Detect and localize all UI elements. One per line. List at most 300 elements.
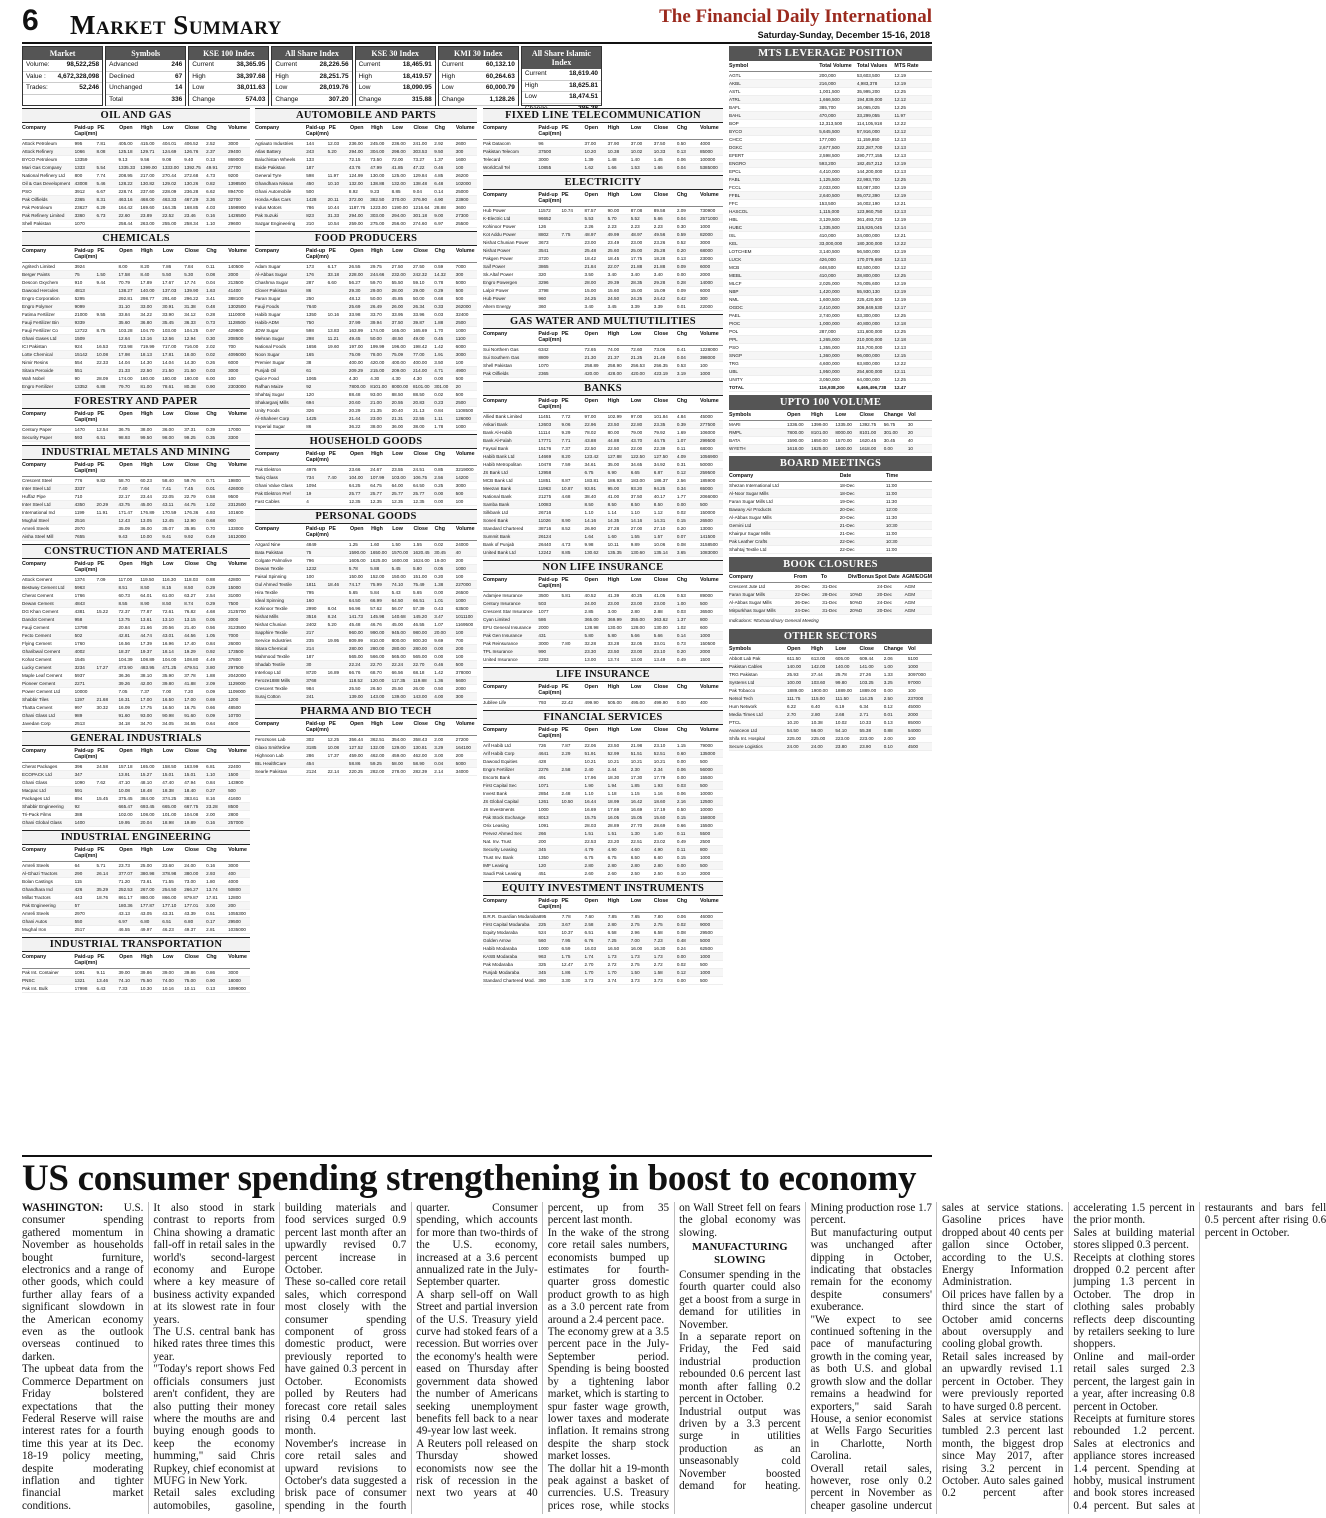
table-cell: 8101.00 [370,384,387,389]
table-cell: 150000 [699,510,716,515]
table-cell: Fecto Cement [22,633,51,638]
table-cell: 560 [538,938,547,943]
table-cell: 100000 [699,157,716,162]
table-cell [328,557,349,564]
table-cell: Crescent Jute Ltd [729,584,766,589]
table-cell: 292.81 [118,296,133,301]
table-cell: 30.45 [434,550,446,555]
article-paragraph: "Today's report shows Fed officials consumers just aren't confident, they are also putting their money where the mouths are and buying enough goods to keep the economy humming," said Chris Rupkey, chief economist at MUFG in New York. [153,1363,275,1487]
table-cell: 104.08 [184,812,199,817]
table-cell: 169.60 [140,205,155,210]
table-cell: 1760 [74,641,85,646]
column-header: Open [349,721,364,727]
table-cell: 30.91 [162,304,174,309]
table-cell: 258.90 [607,363,622,368]
section-other-sectors [729,629,932,751]
table-cell: Standard Chartered [483,526,524,531]
section-heading: EQUITY INVESTMENT INSTRUMENTS [483,881,723,896]
table-cell: 3296 [538,280,549,285]
table-cell: 398000 [699,355,716,360]
table-cell: 46.23 [162,927,174,932]
table-cell: 40.52 [584,593,597,598]
table-cell: 12.19 [894,161,906,166]
table-cell: Pervez Ahmed Sec [483,831,523,836]
table-cell: 45.00 [140,502,152,507]
table-cell: 960 [538,296,547,301]
section-chemicals [22,231,250,391]
table-row [22,426,250,434]
table-cell: POL [729,329,739,334]
table-cell: 28.00 [584,280,597,285]
table-cell: 223.00 [859,736,874,741]
table-row [483,648,723,656]
section-heading: CONSTRUCTION AND MATERIALS [22,544,250,559]
table-cell: 613.00 [811,656,826,661]
table-cell: 1650.00 [811,438,828,443]
table-cell: 16.03 [584,946,597,951]
table-cell: 7500 [228,601,239,606]
column-header: Volume [228,748,247,754]
table-cell: 27.28 [607,526,620,531]
table-cell: 142.00 [811,664,826,669]
table-cell: 55.50 [391,280,404,285]
column-header: PE [97,847,105,853]
table-cell: Saudi Pak Leasing [483,871,522,876]
column-header: Open [584,192,599,198]
table-cell: 13.46 [96,978,109,983]
table-cell: 1.00 [676,601,686,606]
table-cell: 26.00 [412,686,425,691]
index-value: 52,246 [79,84,100,91]
column-header: Low [392,248,403,254]
table-cell: 102000 [455,181,471,186]
table-cell: 1.70 [584,970,594,975]
table-cell: 1110000 [228,312,246,317]
section-heading: FINANCIAL SERVICES [483,710,723,725]
table-cell: 8.00 [118,264,128,269]
table-cell: 0.15 [676,518,686,523]
table-cell: EPCL [729,169,742,174]
table-cell: 2.85 [584,609,594,614]
table-cell [97,811,119,818]
table-cell: 23.44 [140,494,152,499]
column-header: Low [162,561,174,567]
table-row [22,688,250,696]
table-cell: 0.49 [676,657,686,662]
table-cell: 32400 [455,312,469,317]
table-cell: 4095000 [228,352,246,357]
table-cell [328,399,349,406]
table-cell: 3500 [538,593,549,598]
table-cell: 7640 [306,304,317,309]
table-cell: 2.50 [630,871,640,876]
table-cell: Amreli Steels [22,526,50,531]
column-header: High [607,125,620,131]
table-cell: 294.00 [348,213,363,218]
table-cell: 4843 [74,601,85,606]
table-cell: Ideal Spinning [255,598,285,603]
table-cell: 130.26 [184,181,199,186]
column-header: Low [835,646,846,652]
table-cell: 15.01 [162,772,174,777]
table-row [22,632,250,640]
index-row [439,60,518,72]
table-cell: Macpac Ltd [22,788,46,793]
index-label: Total [109,95,123,103]
column-header: Volume [455,248,475,254]
table-cell: 2.75 [630,922,640,927]
column-header: Open [584,331,599,337]
index-value: 18,625.81 [569,81,598,89]
table-cell: 7.80 [561,641,571,646]
table-cell: 59.76 [184,478,196,483]
table-cell: 7.81 [96,141,106,146]
table-cell: 4002 [74,649,85,654]
table-cell: 500 [699,502,708,507]
table-cell: 7.45 [184,486,194,491]
table-cell: 25.77 [391,491,404,496]
table-cell: 2042000 [228,673,246,678]
table-cell: International Ind [22,510,55,515]
table-cell: 104.00 [348,475,363,480]
table-cell: 0.16 [206,213,216,218]
table-cell: 130.62 [584,550,599,555]
section-heading: AUTOMOBILE AND PARTS [255,108,477,123]
table-cell: 232.00 [391,272,406,277]
table-row [22,351,250,359]
table-cell: 46.55 [118,927,130,932]
table-row [255,343,477,351]
table-cell: 8.50 [140,585,150,590]
table-cell: Suraj Cotton [255,694,281,699]
table-cell: United Bank Ltd [483,550,516,555]
table-cell: 1.50 [391,542,401,547]
table-cell: Samba Bank [483,502,510,507]
table-cell [97,525,119,532]
table-cell: First Capital Modaraba [483,922,530,927]
table-body [22,263,250,391]
table-cell: 1.40 [653,831,663,836]
table-cell: 5.66 [630,633,640,638]
table-cell: 11:00 [885,491,898,496]
table-cell: 0.66 [676,823,686,828]
table-cell: 22.79 [184,494,196,499]
table-cell [561,624,584,631]
table-cell: 130.00 [370,173,385,178]
table-cell: 286 [306,753,314,758]
table-cell: DGKC [729,145,743,150]
table-cell: Fatima Fertilizer [22,312,55,317]
table-cell: 1.02 [206,502,216,507]
table-cell: 471.25 [162,665,177,670]
column-header: Chg [676,398,688,404]
table-cell: 129.84 [412,173,428,178]
column-header: Close [859,412,874,418]
table-cell: 25500 [455,221,469,226]
table-cell: Inter Steel Ltd [22,486,51,491]
table-cell: 27.10 [653,526,666,531]
table-cell: 177.87 [140,903,155,908]
column-3 [483,108,723,1153]
table-cell: 6.17 [327,264,337,269]
table-cell: Shifa Int. Hospital [729,736,766,741]
table-row [483,413,723,421]
table-cell: 980.00 [412,630,428,635]
column-header: Open [119,125,133,131]
table-row [729,429,932,437]
table-cell: 7.59 [561,462,571,467]
table-cell: 1.51 [584,831,594,836]
table-row [729,264,932,272]
table-cell [97,335,119,342]
table-cell: 9.23 [370,189,380,194]
table-cell: 137.03 [162,288,177,293]
table-cell: Gul Ahmed Textile [255,582,292,587]
table-cell: 6.22 [787,704,796,709]
table-cell: 1426500 [228,213,246,218]
table-cell: 5.88 [370,566,380,571]
table-row [255,164,477,172]
table-cell: 8.50 [584,502,594,507]
table-cell: 2.72 [607,962,617,967]
table-row [483,509,723,517]
table-row [729,679,932,687]
table-cell: Pak Stock Exchange [483,815,526,820]
table-cell: 64.50 [412,483,425,488]
table-cell: 15.09 [653,288,666,293]
table-body [483,346,723,378]
table-cell: 5.65 [412,590,422,595]
table-cell: Azgard Nine [255,542,281,547]
table-cell: 1.50 [96,272,106,277]
table-cell: Interloop Ltd [255,670,281,675]
table-cell [561,846,584,853]
table-cell: 34.22 [140,312,152,317]
column-header: Date [839,473,852,479]
index-label: High [192,72,206,80]
table-row [22,811,250,819]
table-cell: 4.90 [607,847,617,852]
table-cell: Honda Atlas Cars [255,197,291,202]
table-row [483,814,723,822]
table-cell: 26124 [538,534,552,539]
table-row [22,584,250,592]
table-cell: 1900.00 [811,688,828,693]
table-cell: 1.00 [883,664,893,669]
table-cell: 26000 [228,641,241,646]
table-cell: 22.39 [653,446,666,451]
column-header: Close [184,847,199,853]
table-row [729,240,932,248]
table-cell: 0.43 [434,606,444,611]
table-cell: 130.00 [607,625,622,630]
table-cell [561,263,584,270]
index-row [272,72,351,84]
table-cell: 25.77 [370,491,382,496]
table-cell [328,287,349,294]
table-cell: 879.87 [184,895,199,900]
table-cell: Searle Pakistan [255,769,288,774]
table-cell: 160 [306,598,314,603]
column-header: Company [483,577,508,583]
table-cell: 22.80 [630,422,643,427]
table-cell: 12.13 [894,145,906,150]
section-heading: PERSONAL GOODS [255,509,477,524]
table-cell: 11.91 [96,510,108,515]
table-cell: 2.80 [584,863,594,868]
table-cell: 10.02 [835,720,847,725]
table-cell: First Capital Sec [483,783,517,788]
table-cell: 97.00 [630,414,643,419]
article-paragraph: A Reuters poll released on Thursday showed economists now see the risk of recession in the next two years at 40 percent, up from 35 percent last month. [416,1202,670,1500]
column-header: Close [413,125,428,131]
table-cell: 73.06 [653,347,666,352]
table-cell: 70.79 [118,280,130,285]
table-cell: 0.59 [434,264,444,269]
table-cell: 73.61 [140,879,152,884]
table-cell: 2.71 [859,712,869,717]
column-header: Volume [228,462,247,468]
table-cell: 303.53 [412,149,428,154]
table-cell: 123,960,750 [856,209,883,214]
table-cell: 495.00 [630,700,645,705]
table-row [483,945,723,953]
index-box [521,46,602,106]
table-row [483,600,723,608]
table-cell: 2312500 [228,502,246,507]
table-cell: TOTAL [729,385,744,390]
table-cell: 18.28 [653,256,666,261]
table-cell: 141.00 [859,664,874,669]
table-cell: Ghani Autos [22,919,48,924]
table-cell: 17.69 [607,807,620,812]
table-cell: 410,000 [819,273,836,278]
table-cell: 101.00 [162,812,177,817]
table-cell: 1.25 [348,542,358,547]
table-cell: 37500 [538,149,552,154]
table-cell: AGM [904,608,916,613]
article-paragraph: In a separate report on Friday, the Fed said industrial production rebounded 0.6 percent last month after falling 0.2 percent in October. [679,1331,801,1406]
table-cell: 35.07 [162,526,174,531]
table-cell: MCB Bank Ltd [483,478,513,483]
table-row [22,608,250,616]
table-row [729,421,932,429]
table-cell: 5963 [74,585,85,590]
table-cell: 0.20 [676,526,686,531]
table-cell: 18.45 [607,256,620,261]
table-cell: 76.82 [184,609,196,614]
table-row [483,790,723,798]
table-cell: 500 [699,601,708,606]
table-cell: 7.37 [140,689,150,694]
table-cell: 0.46 [434,165,444,170]
table-cell: Agritech Limited [22,264,55,269]
table-cell: 56000 [699,767,713,772]
table-cell: 3185 [306,745,317,750]
table-cell [328,629,349,636]
table-row [483,263,723,271]
table-cell: 22.50 [607,446,620,451]
table-cell: 22.17 [118,494,130,499]
index-box-title: KMI 30 Index [439,47,518,60]
table-cell: 16.53 [96,344,109,349]
table-cell: 0.04 [676,216,686,221]
table-row [255,549,477,557]
table-cell: 4.84 [676,414,686,419]
table-body [22,763,250,827]
table-cell: 54.50 [787,728,799,733]
table-cell: 11:00 [885,547,898,552]
table-cell: 107.99 [370,475,385,480]
column-header: Paid-up Capi(mn) [74,462,98,474]
table-cell: 1.66 [653,165,663,170]
table-cell: Pak Refinery Limited [22,213,65,218]
table-row [483,445,723,453]
table-cell: 10.08 [327,745,340,750]
table-cell: Silkbank Ltd [483,510,509,515]
table-cell: 4.30 [412,376,422,381]
table-cell: Century Insurance [483,601,521,606]
table-cell: 24-Dec [877,584,892,589]
index-row [106,83,185,95]
table-row [22,493,250,501]
table-cell [328,351,349,358]
table-cell: 7000 [228,633,239,638]
column-header: PE [97,248,105,254]
index-row [23,83,102,95]
table-cell: 38.10 [140,673,152,678]
table-cell [97,319,119,326]
table-row [483,453,723,461]
table-cell: 176.36 [184,510,199,515]
table-cell: 3720 [538,256,549,261]
table-cell: 1.42 [434,670,444,675]
table-cell [97,303,119,310]
table-cell: 693.45 [140,804,155,809]
table-cell: 144 [306,141,314,146]
table-cell: 1.69 [676,430,686,435]
table-cell: 586 [538,617,547,622]
column-header: Volume [228,125,247,131]
table-cell: 9.55 [96,312,106,317]
table-cell: 5.81 [561,593,571,598]
column-header: Open [584,898,599,904]
column-header: Close [413,451,428,457]
column-header: Paid-up Capi(mn) [305,125,329,137]
table-cell: 345 [538,847,547,852]
table-cell: 16.09 [118,705,130,710]
table-cell: 30.32 [96,705,109,710]
index-box-title: Symbols [106,47,185,60]
table-cell: 93.00 [370,392,382,397]
table-cell: Ghani Value Glass [255,483,293,488]
index-box [271,46,352,106]
table-cell: Al-Ghazi Tractors [22,871,58,876]
table-cell: 25.00 [140,863,152,868]
table-row [22,894,250,902]
table-cell: 2500 [455,400,466,405]
table-cell: 98.00 [162,435,174,440]
table-cell: Habib Bank Ltd [483,454,515,459]
table-cell: 380.98 [140,871,155,876]
table-cell: 12958 [538,470,552,475]
table-row [255,311,477,319]
table-cell: 1.45 [653,157,663,162]
column-header: Change [883,412,904,418]
index-label: Low [441,84,454,91]
table-row [483,469,723,477]
table-cell: 25000 [455,189,469,194]
